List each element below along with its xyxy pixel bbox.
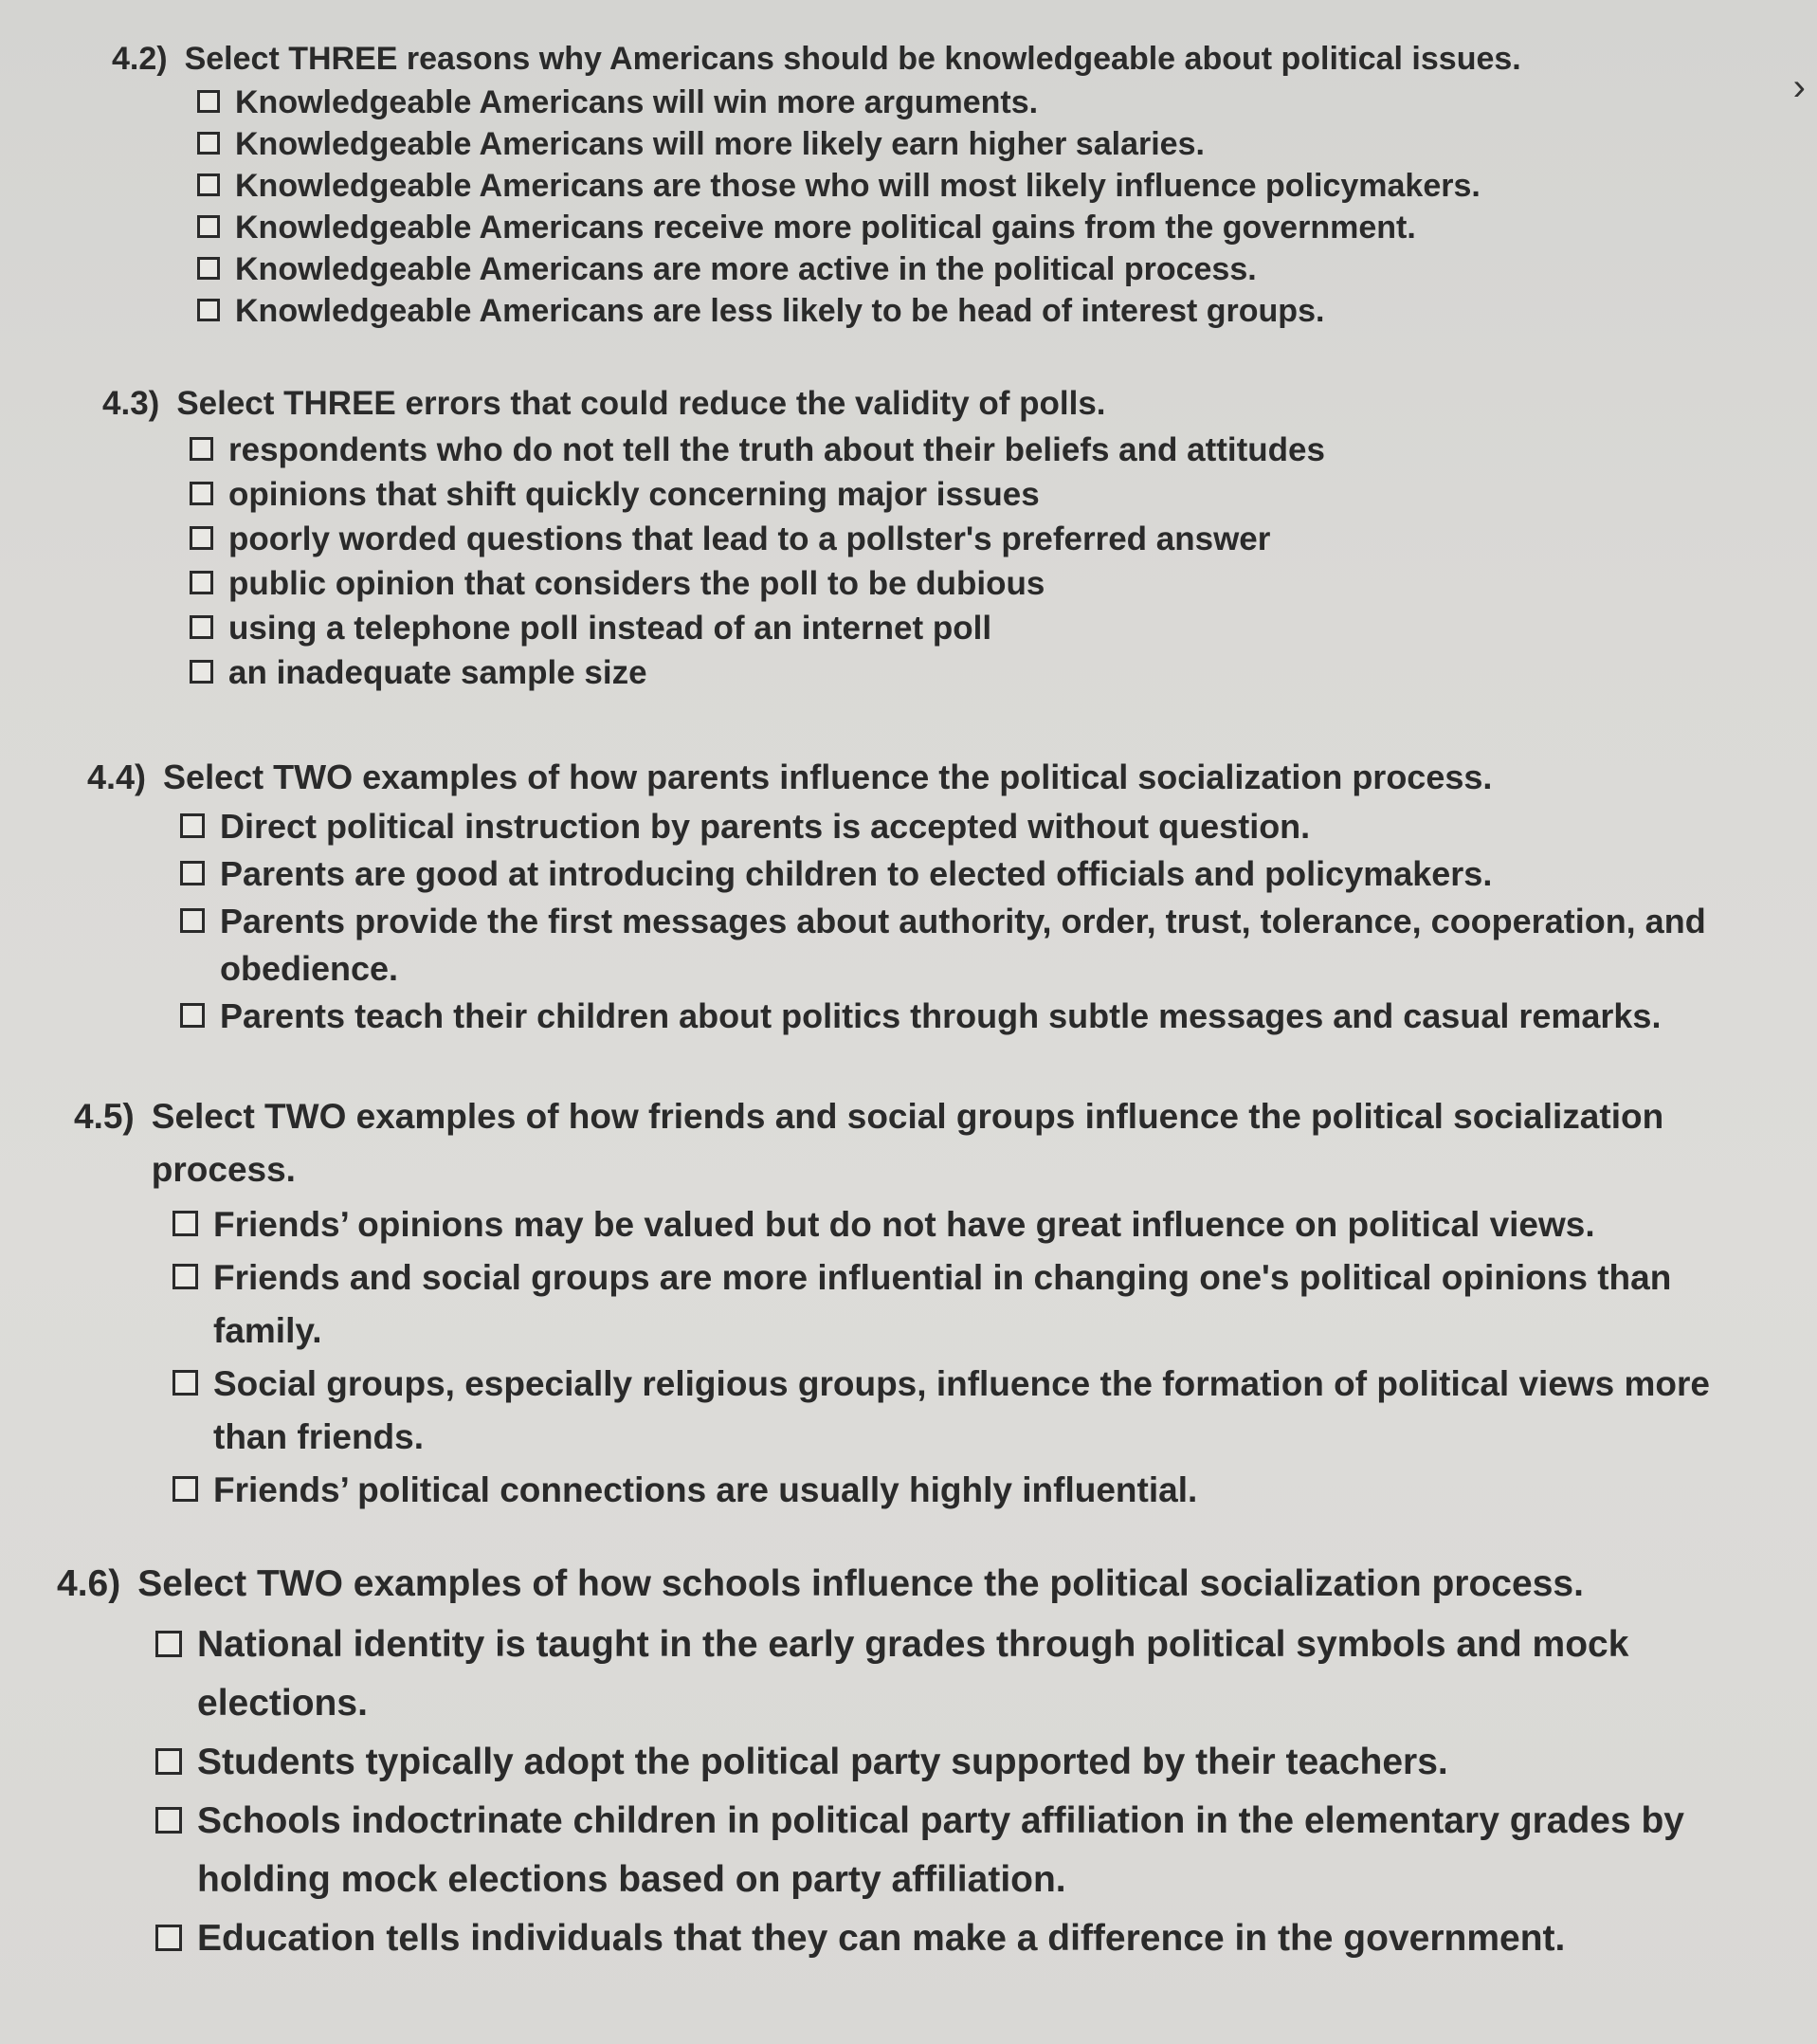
question-number: 4.6) <box>57 1563 121 1604</box>
option-label: using a telephone poll instead of an internet poll <box>228 610 992 647</box>
checkbox-icon[interactable] <box>173 1211 198 1236</box>
checkbox-icon[interactable] <box>197 132 220 155</box>
option-label: Friends’ opinions may be valued but do not have great influence on political views. <box>213 1205 1595 1244</box>
option-item <box>197 207 1723 248</box>
option-label: Schools indoctrinate children in political party affiliation in the elementary grades by holding mock elections based on party affiliation. <box>197 1800 1684 1900</box>
option-item <box>173 1358 1780 1464</box>
option-label: Students typically adopt the political party supported by their teachers. <box>197 1742 1448 1782</box>
question-number: 4.3) <box>102 385 160 422</box>
option-label: Social groups, especially religious groups, influence the formation of political views more than friends. <box>213 1364 1711 1456</box>
option-label: Direct political instruction by parents is accepted without question. <box>220 807 1311 846</box>
question-prompt: Select TWO examples of how schools influence the political socialization process. <box>137 1563 1584 1604</box>
option-list <box>197 82 1723 332</box>
option-item <box>180 898 1736 993</box>
checkbox-icon[interactable] <box>190 526 213 550</box>
option-item <box>190 650 1714 695</box>
option-item <box>155 1733 1763 1792</box>
option-item <box>155 1792 1763 1909</box>
checkbox-icon[interactable] <box>173 1264 198 1289</box>
option-item <box>197 82 1723 123</box>
option-label: Knowledgeable Americans are those who will most likely influence policymakers. <box>235 168 1481 204</box>
option-item <box>155 1615 1763 1733</box>
option-list <box>190 428 1714 695</box>
question-header <box>74 1090 1780 1196</box>
checkbox-icon[interactable] <box>190 571 213 594</box>
option-item <box>180 993 1736 1040</box>
option-label: Friends and social groups are more influential in changing one's political opinions than family. <box>213 1258 1672 1350</box>
question-4-6 <box>57 1555 1763 1968</box>
option-item <box>180 803 1736 850</box>
option-label: Knowledgeable Americans will win more arguments. <box>235 84 1039 120</box>
option-item <box>190 561 1714 606</box>
question-number: 4.5) <box>74 1097 135 1136</box>
option-item <box>155 1909 1763 1968</box>
question-4-5 <box>74 1090 1780 1517</box>
checkbox-icon[interactable] <box>173 1370 198 1396</box>
option-list <box>173 1198 1780 1517</box>
checkbox-icon[interactable] <box>155 1925 182 1951</box>
checkbox-icon[interactable] <box>197 257 220 280</box>
question-number: 4.2) <box>112 41 168 77</box>
option-item <box>173 1198 1780 1251</box>
checkbox-icon[interactable] <box>180 813 205 838</box>
option-item <box>190 472 1714 517</box>
checkbox-icon[interactable] <box>190 615 213 639</box>
checkbox-icon[interactable] <box>190 660 213 684</box>
checkbox-icon[interactable] <box>197 90 220 113</box>
checkbox-icon[interactable] <box>197 173 220 196</box>
option-label: Knowledgeable Americans are more active in the political process. <box>235 251 1257 287</box>
option-label: poorly worded questions that lead to a pollster's preferred answer <box>228 520 1271 557</box>
chevron-right-icon[interactable]: › <box>1792 66 1806 108</box>
question-4-2 <box>112 38 1723 332</box>
option-label: Knowledgeable Americans receive more political gains from the government. <box>235 210 1416 246</box>
option-label: Knowledgeable Americans will more likely earn higher salaries. <box>235 126 1205 162</box>
option-label: Education tells individuals that they can make a difference in the government. <box>197 1918 1566 1959</box>
option-list <box>155 1615 1763 1968</box>
question-prompt: Select TWO examples of how friends and social groups influence the political socialization process. <box>151 1097 1664 1189</box>
option-item <box>180 850 1736 898</box>
option-item <box>197 290 1723 332</box>
option-label: public opinion that considers the poll to be dubious <box>228 565 1045 602</box>
question-number: 4.4) <box>87 757 147 796</box>
checkbox-icon[interactable] <box>180 908 205 933</box>
question-prompt: Select TWO examples of how parents influence the political socialization process. <box>163 757 1493 796</box>
checkbox-icon[interactable] <box>155 1631 182 1657</box>
option-item <box>190 517 1714 561</box>
question-prompt: Select THREE errors that could reduce the validity of polls. <box>176 385 1106 422</box>
option-label: Friends’ political connections are usually highly influential. <box>213 1470 1198 1509</box>
checkbox-icon[interactable] <box>190 482 213 505</box>
question-4-3 <box>102 381 1714 695</box>
option-label: opinions that shift quickly concerning major issues <box>228 476 1040 513</box>
checkbox-icon[interactable] <box>180 1003 205 1028</box>
option-item <box>197 123 1723 165</box>
question-prompt: Select THREE reasons why Americans should be knowledgeable about political issues. <box>184 41 1521 77</box>
option-item <box>190 606 1714 650</box>
option-label: National identity is taught in the early grades through political symbols and mock elections. <box>197 1624 1629 1724</box>
option-label: an inadequate sample size <box>228 654 647 691</box>
option-label: respondents who do not tell the truth about their beliefs and attitudes <box>228 431 1325 468</box>
question-header <box>57 1555 1763 1614</box>
option-label: Parents provide the first messages about authority, order, trust, tolerance, cooperation, and obedience. <box>220 902 1706 988</box>
question-4-4 <box>87 754 1736 1040</box>
option-item <box>173 1464 1780 1517</box>
checkbox-icon[interactable] <box>155 1748 182 1775</box>
checkbox-icon[interactable] <box>155 1807 182 1834</box>
option-label: Knowledgeable Americans are less likely to be head of interest groups. <box>235 293 1325 329</box>
option-list <box>180 803 1736 1040</box>
option-item <box>173 1251 1780 1358</box>
checkbox-icon[interactable] <box>190 437 213 461</box>
checkbox-icon[interactable] <box>197 299 220 321</box>
option-label: Parents teach their children about politics through subtle messages and casual remarks. <box>220 996 1662 1035</box>
question-header <box>112 38 1723 80</box>
question-header <box>102 381 1714 426</box>
option-label: Parents are good at introducing children to elected officials and policymakers. <box>220 854 1493 893</box>
question-header <box>87 754 1736 801</box>
option-item <box>197 165 1723 207</box>
checkbox-icon[interactable] <box>173 1476 198 1502</box>
checkbox-icon[interactable] <box>197 215 220 238</box>
option-item <box>190 428 1714 472</box>
option-item <box>197 248 1723 290</box>
checkbox-icon[interactable] <box>180 861 205 885</box>
